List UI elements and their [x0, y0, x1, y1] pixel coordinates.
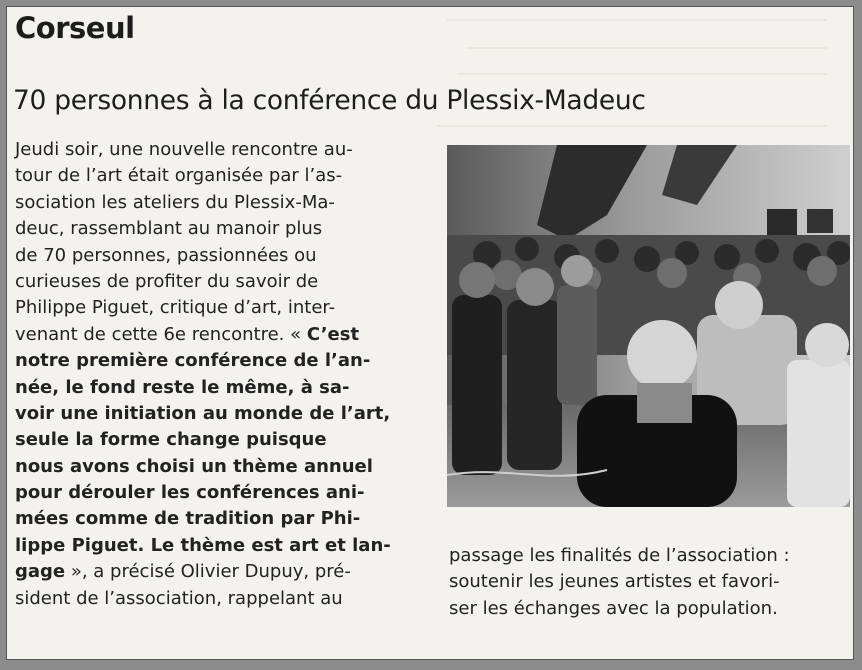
body-line-text: gage	[15, 561, 66, 583]
body-line-text: curieuses de profiter du savoir de	[15, 270, 319, 292]
body-line	[15, 533, 425, 559]
body-line	[15, 295, 425, 321]
body-line	[15, 559, 425, 585]
body-line-text: de 70 personnes, passionnées ou	[15, 244, 317, 266]
body-line	[15, 137, 425, 163]
article-photo	[447, 145, 850, 507]
body-line	[15, 163, 425, 189]
right-column-line: ser les échanges avec la population.	[449, 597, 778, 619]
right-column-line: passage les finalités de l’association :	[449, 545, 790, 566]
body-line-text: seule la forme change puisque	[15, 429, 327, 451]
article-body-right-column	[449, 543, 849, 622]
article-body-left-column	[15, 137, 425, 612]
body-line	[15, 322, 425, 348]
body-line	[15, 190, 425, 216]
audience-photo-illustration	[447, 145, 850, 507]
body-line-text: pour dérouler les conférences ani-	[15, 482, 365, 504]
body-line	[15, 243, 425, 269]
right-column-line: soutenir les jeunes artistes et favori-	[449, 571, 780, 593]
body-line	[15, 216, 425, 242]
body-line-text: deuc, rassemblant au manoir plus	[15, 218, 323, 240]
body-line-text: lippe Piguet. Le thème est art et lan-	[15, 534, 391, 556]
body-line-bold-tail: C’est	[306, 323, 360, 345]
article-headline: 70 personnes à la conférence du Plessix-Madeuc	[13, 85, 646, 116]
body-line-text: tour de l’art était organisée par l’as-	[15, 165, 343, 187]
body-line-text: Philippe Piguet, critique d’art, inter-	[15, 297, 336, 319]
body-line-text: sociation les ateliers du Plessix-Ma-	[15, 191, 335, 213]
body-line	[15, 454, 425, 480]
body-line-text: sident de l’association, rappelant au	[15, 587, 343, 609]
body-line	[15, 506, 425, 532]
body-line	[15, 427, 425, 453]
body-line-text: Jeudi soir, une nouvelle rencontre au-	[15, 139, 353, 160]
body-line-text: notre première conférence de l’an-	[15, 350, 371, 372]
body-line	[15, 480, 425, 506]
body-line-text: voir une initiation au monde de l’art,	[15, 402, 391, 424]
bleed-through-texture	[427, 7, 847, 137]
body-line-normal-tail: », a précisé Olivier Dupuy, pré-	[65, 561, 351, 583]
body-line	[15, 401, 425, 427]
body-line-text: nous avons choisi un thème annuel	[15, 455, 373, 477]
body-line	[15, 375, 425, 401]
body-line-text: venant de cette 6e rencontre. «	[15, 323, 307, 345]
body-line-text: née, le fond reste le même, à sa-	[15, 376, 350, 398]
newspaper-page	[6, 6, 854, 660]
body-line	[15, 348, 425, 374]
body-line	[15, 269, 425, 295]
section-title: Corseul	[15, 11, 135, 45]
body-line	[15, 586, 425, 612]
body-line-text: mées comme de tradition par Phi-	[15, 508, 361, 530]
